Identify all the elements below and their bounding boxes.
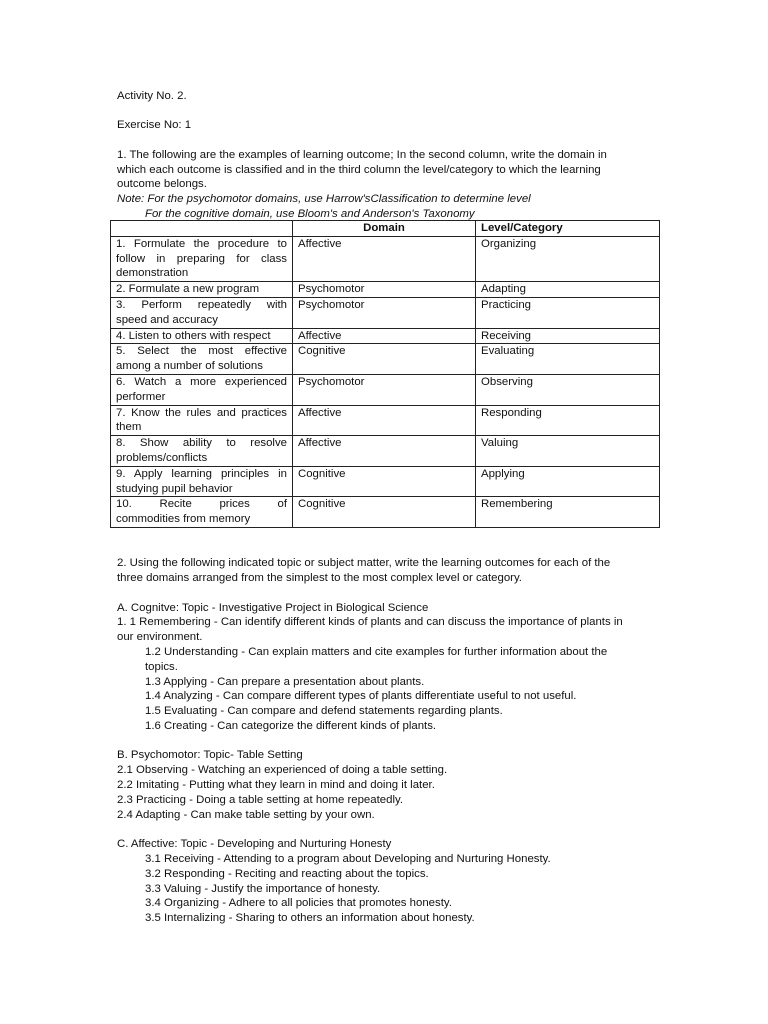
section-c-item: 3.3 Valuing - Justify the importance of honesty.: [145, 883, 381, 895]
section-a-item: 1.2 Understanding - Can explain matters and cite examples for further information about the: [145, 646, 608, 658]
section-a-title: A. Cognitve: Topic - Investigative Project in Biological Science: [117, 602, 429, 614]
level-cell: Remembering: [476, 497, 660, 528]
table-row: [111, 236, 660, 281]
table-row: [111, 436, 660, 467]
outcome-line: demonstration: [116, 267, 189, 280]
domain-cell: Cognitive: [293, 344, 476, 375]
outcome-cell: [111, 497, 293, 528]
section-a-item: 1.5 Evaluating - Can compare and defend statements regarding plants.: [145, 705, 503, 717]
section-c-title: C. Affective: Topic - Developing and Nurturing Honesty: [117, 838, 392, 850]
outcome-cell: [111, 328, 293, 344]
domain-cell: Psychomotor: [293, 297, 476, 328]
outcome-line: among a number of solutions: [116, 360, 263, 373]
q1-text: outcome belongs.: [117, 178, 207, 190]
level-cell: Applying: [476, 466, 660, 497]
domain-cell: Affective: [293, 405, 476, 436]
outcome-line: 7. Know the rules and practices: [116, 406, 287, 419]
outcome-line: 3. Perform repeatedly with: [116, 298, 287, 311]
section-b-title: B. Psychomotor: Topic- Table Setting: [117, 749, 303, 761]
outcome-line: follow in preparing for class: [116, 252, 287, 265]
table-row: [111, 297, 660, 328]
q2-text: three domains arranged from the simplest to the most complex level or category.: [117, 572, 522, 584]
section-b-item: 2.1 Observing - Watching an experienced of doing a table setting.: [117, 764, 448, 776]
table-row: [111, 374, 660, 405]
outcome-line: performer: [116, 390, 166, 403]
q2-text: 2. Using the following indicated topic or subject matter, write the learning outcomes for each of the: [117, 557, 611, 569]
section-b-item: 2.2 Imitating - Putting what they learn in mind and doing it later.: [117, 779, 435, 791]
domain-cell: Cognitive: [293, 497, 476, 528]
table-row: [111, 405, 660, 436]
section-a-item: 1.4 Analyzing - Can compare different types of plants differentiate useful to not useful.: [145, 690, 577, 702]
q1-text: which each outcome is classified and in the third column the level/category to which the learning: [117, 164, 601, 176]
section-b-item: 2.3 Practicing - Doing a table setting at home repeatedly.: [117, 794, 403, 806]
level-cell: Organizing: [476, 236, 660, 281]
outcome-cell: [111, 344, 293, 375]
section-a-item: topics.: [145, 661, 178, 673]
level-cell: Receiving: [476, 328, 660, 344]
domain-cell: Affective: [293, 436, 476, 467]
outcome-line: speed and accuracy: [116, 313, 218, 326]
q1-text: 1. The following are the examples of learning outcome; In the second column, write the domain in: [117, 149, 607, 161]
level-cell: Practicing: [476, 297, 660, 328]
outcome-line: 9. Apply learning principles in: [116, 467, 287, 480]
section-a-item: 1. 1 Remembering - Can identify different kinds of plants and can discuss the importance of plants in: [117, 616, 623, 628]
section-a-item: 1.3 Applying - Can prepare a presentation about plants.: [145, 676, 425, 688]
table-row: [111, 344, 660, 375]
outcome-line: commodities from memory: [116, 513, 251, 526]
level-cell: Evaluating: [476, 344, 660, 375]
section-c-item: 3.4 Organizing - Adhere to all policies that promotes honesty.: [145, 897, 452, 909]
outcome-table: [110, 220, 660, 528]
outcome-cell: [111, 436, 293, 467]
level-cell: Observing: [476, 374, 660, 405]
activity-heading: Activity No. 2.: [117, 90, 187, 102]
section-b-item: 2.4 Adapting - Can make table setting by your own.: [117, 809, 375, 821]
outcome-cell: [111, 282, 293, 298]
outcome-line: 1. Formulate the procedure to: [116, 237, 287, 250]
q1-note: Note: For the psychomotor domains, use Harrow'sClassification to determine level: [117, 193, 531, 205]
outcome-cell: [111, 297, 293, 328]
outcome-line: 2. Formulate a new program: [116, 283, 260, 296]
domain-cell: Cognitive: [293, 466, 476, 497]
section-a-item: 1.6 Creating - Can categorize the different kinds of plants.: [145, 720, 437, 732]
domain-cell: Affective: [293, 236, 476, 281]
table-header-cell: Domain: [293, 221, 476, 237]
outcome-line: studying pupil behavior: [116, 482, 233, 495]
outcome-cell: [111, 466, 293, 497]
outcome-line: problems/conflicts: [116, 451, 208, 464]
domain-cell: Affective: [293, 328, 476, 344]
level-cell: Valuing: [476, 436, 660, 467]
table-row: [111, 282, 660, 298]
section-c-item: 3.2 Responding - Reciting and reacting about the topics.: [145, 868, 429, 880]
table-row: [111, 466, 660, 497]
table-header-row: [111, 221, 660, 237]
section-c-item: 3.5 Internalizing - Sharing to others an information about honesty.: [145, 912, 475, 924]
level-cell: Adapting: [476, 282, 660, 298]
outcome-line: 5. Select the most effective: [116, 345, 287, 358]
domain-cell: Psychomotor: [293, 374, 476, 405]
outcome-line: 6. Watch a more experienced: [116, 375, 287, 388]
level-cell: Responding: [476, 405, 660, 436]
domain-cell: Psychomotor: [293, 282, 476, 298]
exercise-heading: Exercise No: 1: [117, 119, 192, 131]
q1-note: For the cognitive domain, use Bloom's and Anderson's Taxonomy: [145, 208, 475, 220]
outcome-line: 8. Show ability to resolve: [116, 437, 287, 450]
outcome-cell: [111, 405, 293, 436]
section-c-item: 3.1 Receiving - Attending to a program about Developing and Nurturing Honesty.: [145, 853, 551, 865]
table-row: [111, 328, 660, 344]
outcome-cell: [111, 236, 293, 281]
table-header-cell: [111, 221, 293, 237]
section-a-item: our environment.: [117, 631, 203, 643]
outcome-line: 4. Listen to others with respect: [116, 329, 271, 342]
table-row: [111, 497, 660, 528]
outcome-line: 10. Recite prices of: [116, 498, 287, 511]
outcome-cell: [111, 374, 293, 405]
outcome-line: them: [116, 421, 142, 434]
table-header-cell: Level/Category: [476, 221, 660, 237]
